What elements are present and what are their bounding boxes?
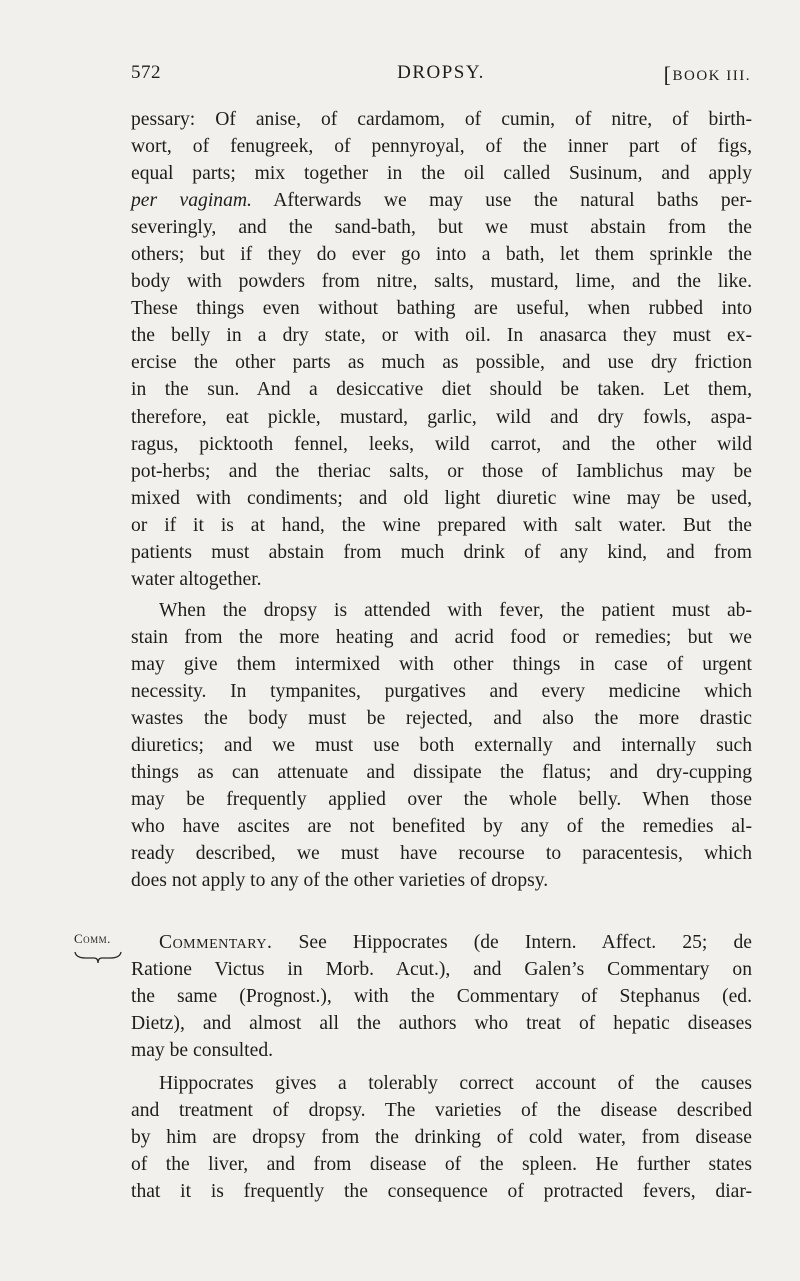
text-line: water altogether. <box>131 568 262 590</box>
text-line: diuretics; and we must use both externally and internally such <box>131 735 752 757</box>
text-line: per vaginam. Afterwards we may use the natural baths per- <box>131 190 752 212</box>
text-line: in the sun. And a desiccative diet should be taken. Let them, <box>131 379 752 401</box>
text-line: may be frequently applied over the whole belly. When those <box>131 789 752 811</box>
text-line: severingly, and the sand-bath, but we must abstain from the <box>131 217 752 239</box>
page-number: 572 <box>131 62 161 83</box>
text-line: Ratione Victus in Morb. Acut.), and Galen’s Commentary on <box>131 959 752 981</box>
text-line: pessary: Of anise, of cardamom, of cumin, of nitre, of birth- <box>131 109 752 130</box>
text-line: the belly in a dry state, or with oil. In anasarca they must ex- <box>131 325 752 347</box>
commentary-first-line <box>131 929 752 956</box>
text-line: stain from the more heating and acrid food or remedies; but we <box>131 627 752 649</box>
book-reference-text: BOOK III. <box>672 68 751 84</box>
running-head <box>131 62 751 92</box>
text-line: things as can attenuate and dissipate the flatus; and dry-cupping <box>131 762 752 784</box>
running-title: DROPSY. <box>397 62 485 83</box>
text-line: wort, of fenugreek, of pennyroyal, of the inner part of figs, <box>131 136 752 158</box>
text-line: wastes the body must be rejected, and also the more drastic <box>131 708 752 730</box>
paragraph-hippocrates <box>131 1070 752 1205</box>
text-line: may be consulted. <box>131 1040 274 1062</box>
text-line: mixed with condiments; and old light diuretic wine may be used, <box>131 487 752 509</box>
text-line: of the liver, and from disease of the spleen. He further states <box>131 1154 752 1176</box>
text-line: by him are dropsy from the drinking of cold water, from disease <box>131 1127 752 1149</box>
text-line: ragus, picktooth fennel, leeks, wild carrot, and the other wild <box>131 433 752 455</box>
text-line: These things even without bathing are useful, when rubbed into <box>131 298 752 320</box>
book-reference: [BOOK III. <box>663 62 751 87</box>
commentary-label: Commentary. <box>159 932 273 953</box>
text-line: the same (Prognost.), with the Commentary of Stephanus (ed. <box>131 986 752 1008</box>
text-line: who have ascites are not benefited by any of the remedies al- <box>131 816 752 838</box>
text-line: When the dropsy is attended with fever, the patient must ab- <box>159 600 752 621</box>
text-line: pot-herbs; and the theriac salts, or those of Iamblichus may be <box>131 460 752 482</box>
paragraph-prescription <box>131 106 752 593</box>
paragraph-commentary <box>131 929 752 1064</box>
margin-label-commentary: Comm. <box>74 931 111 946</box>
text-line: equal parts; mix together in the oil called Susinum, and apply <box>131 163 752 185</box>
commentary-first-line-text: See Hippocrates (de Intern. Affect. 25; de <box>298 932 752 953</box>
paragraph-fever-treatment <box>131 597 752 895</box>
text-line: others; but if they do ever go into a bath, let them sprinkle the <box>131 244 752 266</box>
text-line: does not apply to any of the other varieties of dropsy. <box>131 870 549 892</box>
text-line: may give them intermixed with other things in case of urgent <box>131 654 752 676</box>
text-line: ready described, we must have recourse to paracentesis, which <box>131 843 752 865</box>
text-line: Hippocrates gives a tolerably correct account of the causes <box>159 1073 752 1094</box>
margin-brace-icon <box>74 950 122 964</box>
text-line: Dietz), and almost all the authors who treat of hepatic diseases <box>131 1013 752 1035</box>
text-line: or if it is at hand, the wine prepared with salt water. But the <box>131 514 752 536</box>
text-line: patients must abstain from much drink of any kind, and from <box>131 541 752 563</box>
text-line: therefore, eat pickle, mustard, garlic, wild and dry fowls, aspa- <box>131 406 752 428</box>
text-line: ercise the other parts as much as possible, and use dry friction <box>131 352 752 374</box>
text-line: body with powders from nitre, salts, mustard, lime, and the like. <box>131 271 752 293</box>
text-line: and treatment of dropsy. The varieties of the disease described <box>131 1100 752 1122</box>
text-line: that it is frequently the consequence of protracted fevers, diar- <box>131 1181 752 1203</box>
text-line: necessity. In tympanites, purgatives and every medicine which <box>131 681 752 703</box>
